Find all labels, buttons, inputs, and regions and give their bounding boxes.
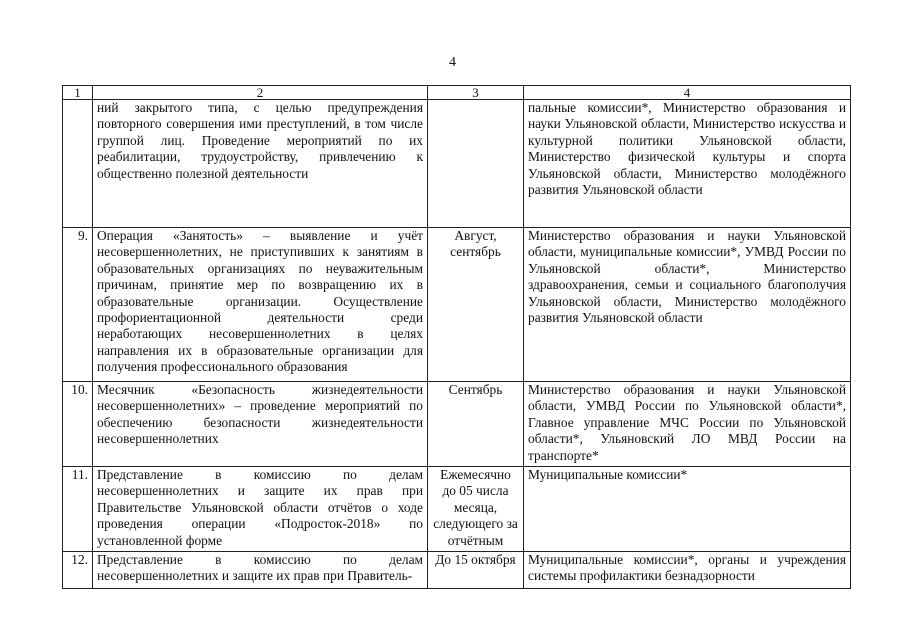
row-term: Сентябрь bbox=[428, 382, 524, 467]
row-description: Операция «Занятость» – выявление и учёт несовершеннолетних, не приступивших к занятиям в образовательных организациях по неуважительным причинам, принятие мер по возвращению их в образовательные организации. Осуществление профориентационной деятельности среди неработающих несовершеннолетних в целях направления их в образовательные организации для получения профессионального образования bbox=[93, 228, 428, 382]
row-number: 10. bbox=[63, 382, 93, 467]
page-number: 4 bbox=[449, 55, 456, 70]
header-col-4: 4 bbox=[524, 86, 851, 100]
row-description: ний закрытого типа, с целью предупреждения повторного совершения ими преступлений, в том числе группой лиц. Проведение мероприятий по их реабилитации, трудоустройству, привлечению к общественно полезной деятельности bbox=[93, 100, 428, 228]
row-number: 11. bbox=[63, 467, 93, 552]
table-row bbox=[63, 382, 851, 467]
table-row bbox=[63, 467, 851, 552]
row-executors: Муниципальные комиссии*, органы и учреждения системы профилактики безнадзорности bbox=[524, 552, 851, 589]
plan-table bbox=[62, 85, 851, 589]
header-col-2: 2 bbox=[93, 86, 428, 100]
row-description: Представление в комиссию по делам несовершеннолетних и защите их прав при Правитель- bbox=[93, 552, 428, 589]
row-description: Месячник «Безопасность жизнедеятельности несовершеннолетних» – проведение мероприятий по обеспечению безопасности жизнедеятельности несовершеннолетних bbox=[93, 382, 428, 467]
table-row bbox=[63, 228, 851, 382]
row-number: 12. bbox=[63, 552, 93, 589]
table-row bbox=[63, 100, 851, 228]
row-term bbox=[428, 100, 524, 228]
row-number bbox=[63, 100, 93, 228]
row-term: Август, сентябрь bbox=[428, 228, 524, 382]
row-executors: пальные комиссии*, Министерство образования и науки Ульяновской области, Министерство искусства и культурной политики Ульяновской области, Министерство физической культуры и спорта Ульяновской области, Министерство молодёжного развития Ульяновской области bbox=[524, 100, 851, 228]
row-executors: Муниципальные комиссии* bbox=[524, 467, 851, 552]
row-term: До 15 октября bbox=[428, 552, 524, 589]
table-row bbox=[63, 552, 851, 589]
header-col-3: 3 bbox=[428, 86, 524, 100]
row-executors: Министерство образования и науки Ульяновской области, УМВД России по Ульяновской области*, Главное управление МЧС России по Ульяновской области*, Ульяновский ЛО МВД России на транспорте* bbox=[524, 382, 851, 467]
row-number: 9. bbox=[63, 228, 93, 382]
header-row bbox=[63, 86, 851, 100]
row-executors: Министерство образования и науки Ульяновской области, муниципальные комиссии*, УМВД России по Ульяновской области*, Министерство здравоохранения, семьи и социального благополучия Ульяновской области, Министерство молодёжного развития Ульяновской области bbox=[524, 228, 851, 382]
row-term: Ежемесячно до 05 числа месяца, следующего за отчётным bbox=[428, 467, 524, 552]
row-description: Представление в комиссию по делам несовершеннолетних и защите их прав при Правительстве Ульяновской области отчётов о ходе проведения операции «Подросток-2018» по установленной форме bbox=[93, 467, 428, 552]
header-col-1: 1 bbox=[63, 86, 93, 100]
